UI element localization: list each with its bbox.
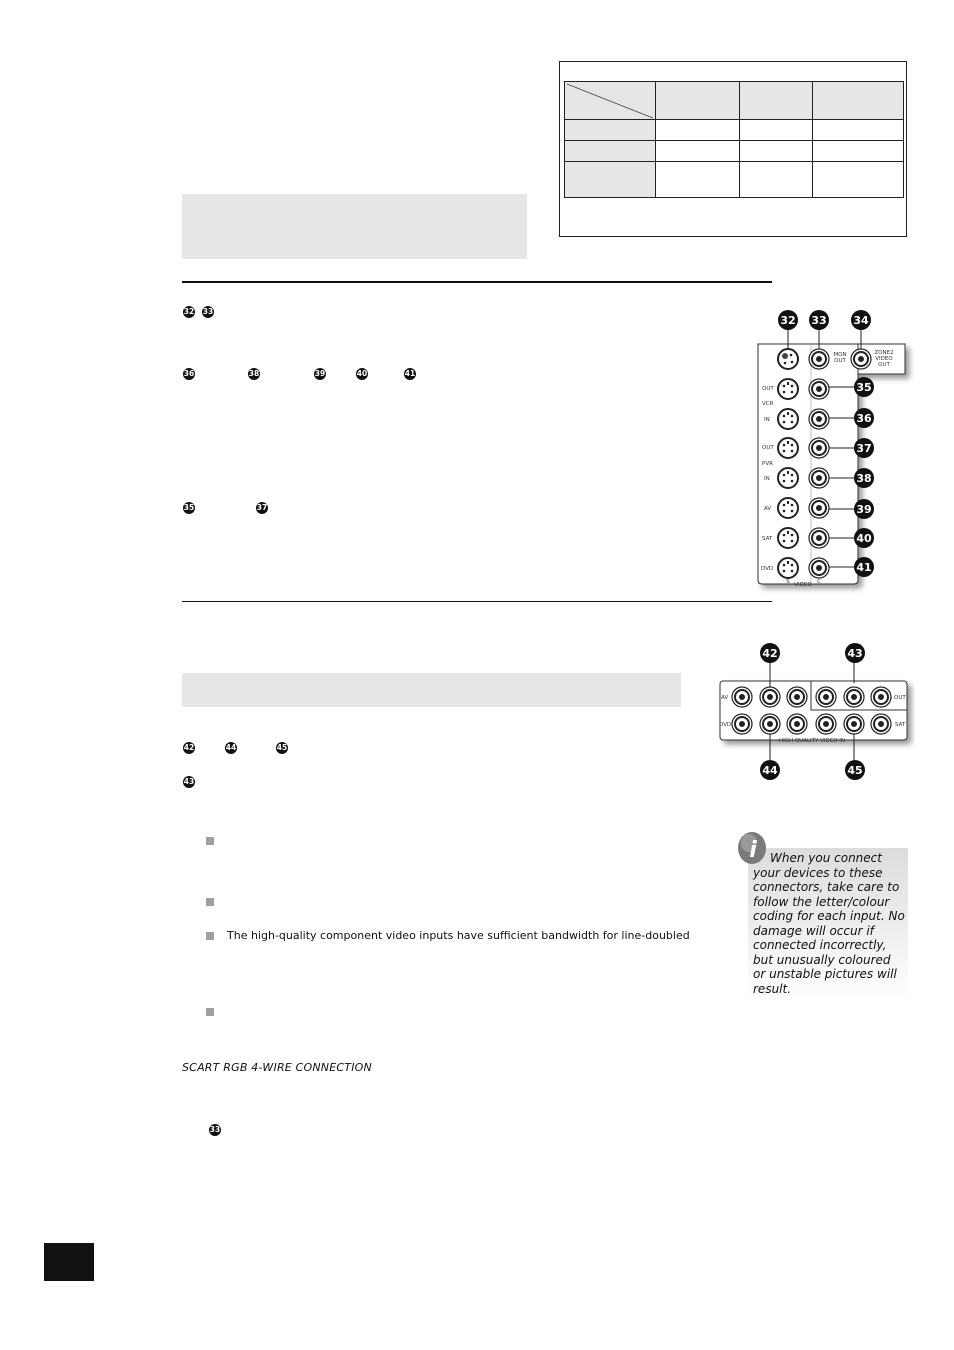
svg-text:AV: AV bbox=[721, 695, 729, 701]
bullet-square-icon bbox=[206, 932, 214, 940]
svg-text:37: 37 bbox=[856, 442, 872, 455]
svg-text:42: 42 bbox=[762, 647, 778, 660]
marker-45: 45 bbox=[276, 743, 288, 752]
diagonal-line-icon bbox=[565, 82, 655, 120]
marker-35: 35 bbox=[183, 503, 195, 512]
note-text: When you connect your devices to these connectors, take care to follow the letter/colour coding for each input. No damage will occur if connected incorrectly, but unusually coloured or unstable pictures will result. bbox=[753, 851, 905, 996]
scart-heading: SCART RGB 4-WIRE CONNECTION bbox=[182, 1061, 372, 1074]
marker-37: 37 bbox=[256, 503, 268, 512]
component-video-panel bbox=[715, 640, 915, 785]
svg-text:39: 39 bbox=[856, 503, 872, 516]
svg-text:32: 32 bbox=[780, 314, 796, 327]
section-rule bbox=[182, 281, 772, 283]
svg-text:36: 36 bbox=[856, 412, 872, 425]
table-header-cell bbox=[656, 82, 740, 120]
svg-text:OUT: OUT bbox=[834, 358, 846, 364]
svg-text:33: 33 bbox=[811, 314, 827, 327]
svg-text:OUT: OUT bbox=[762, 386, 774, 392]
svg-text:OUT: OUT bbox=[894, 695, 906, 701]
table-cell bbox=[740, 120, 813, 141]
svg-text:40: 40 bbox=[856, 532, 872, 545]
table-cell bbox=[656, 162, 740, 198]
svg-text:SAT: SAT bbox=[895, 722, 906, 728]
table-cell bbox=[813, 120, 904, 141]
svg-text:PVR: PVR bbox=[762, 461, 773, 467]
svg-text:SAT: SAT bbox=[762, 536, 773, 542]
svg-text:VIDEO: VIDEO bbox=[875, 356, 893, 362]
svg-text:OUT: OUT bbox=[762, 445, 774, 451]
table-header-cell bbox=[740, 82, 813, 120]
table-header-cell bbox=[813, 82, 904, 120]
svg-text:34: 34 bbox=[853, 314, 869, 327]
marker-44: 44 bbox=[225, 743, 237, 752]
shaded-heading-box bbox=[182, 194, 527, 259]
svg-text:HIGH QUALITY VIDEO IN: HIGH QUALITY VIDEO IN bbox=[778, 738, 846, 744]
svg-text:C: C bbox=[817, 579, 821, 585]
svg-text:IN: IN bbox=[764, 417, 770, 423]
svg-text:VCR: VCR bbox=[762, 401, 774, 407]
video-connector-panel bbox=[755, 308, 915, 598]
table-row-header bbox=[565, 162, 656, 198]
table-row-header bbox=[565, 141, 656, 162]
marker-32: 32 bbox=[183, 307, 195, 316]
svg-text:S: S bbox=[786, 579, 790, 585]
marker-42: 42 bbox=[183, 743, 195, 752]
bullet-text: The high-quality component video inputs have sufficient bandwidth for line-doubled bbox=[227, 929, 690, 942]
svg-text:MON: MON bbox=[833, 352, 847, 358]
svg-text:VIDEO: VIDEO bbox=[794, 582, 812, 588]
svg-text:43: 43 bbox=[847, 647, 863, 660]
svg-text:AV: AV bbox=[764, 506, 772, 512]
table-row-header bbox=[565, 120, 656, 141]
marker-40: 40 bbox=[356, 369, 368, 378]
bullet-square-icon bbox=[206, 837, 214, 845]
marker-36: 36 bbox=[183, 369, 195, 378]
table-cell bbox=[656, 141, 740, 162]
marker-43: 43 bbox=[183, 777, 195, 786]
svg-text:ZONE2: ZONE2 bbox=[874, 350, 894, 356]
svg-text:i: i bbox=[749, 838, 757, 863]
marker-33: 33 bbox=[209, 1125, 221, 1134]
bullet-square-icon bbox=[206, 1008, 214, 1016]
table-cell bbox=[740, 141, 813, 162]
spec-table bbox=[564, 81, 904, 198]
marker-39: 39 bbox=[314, 369, 326, 378]
svg-text:OUT: OUT bbox=[878, 362, 890, 368]
marker-38: 38 bbox=[248, 369, 260, 378]
svg-text:44: 44 bbox=[762, 764, 778, 777]
shaded-heading-box bbox=[182, 673, 681, 707]
section-rule bbox=[182, 601, 772, 602]
svg-text:DVD: DVD bbox=[761, 566, 774, 572]
marker-41: 41 bbox=[404, 369, 416, 378]
svg-text:38: 38 bbox=[856, 472, 872, 485]
table-cell bbox=[813, 162, 904, 198]
svg-text:35: 35 bbox=[856, 381, 872, 394]
svg-text:IN: IN bbox=[764, 476, 770, 482]
bullet-square-icon bbox=[206, 898, 214, 906]
svg-text:DVD: DVD bbox=[719, 722, 732, 728]
table-cell bbox=[740, 162, 813, 198]
table-cell bbox=[813, 141, 904, 162]
marker-33: 33 bbox=[202, 307, 214, 316]
svg-text:45: 45 bbox=[847, 764, 863, 777]
page-number-box bbox=[44, 1243, 94, 1281]
svg-text:41: 41 bbox=[856, 561, 872, 574]
table-corner-cell bbox=[565, 82, 656, 120]
table-cell bbox=[656, 120, 740, 141]
